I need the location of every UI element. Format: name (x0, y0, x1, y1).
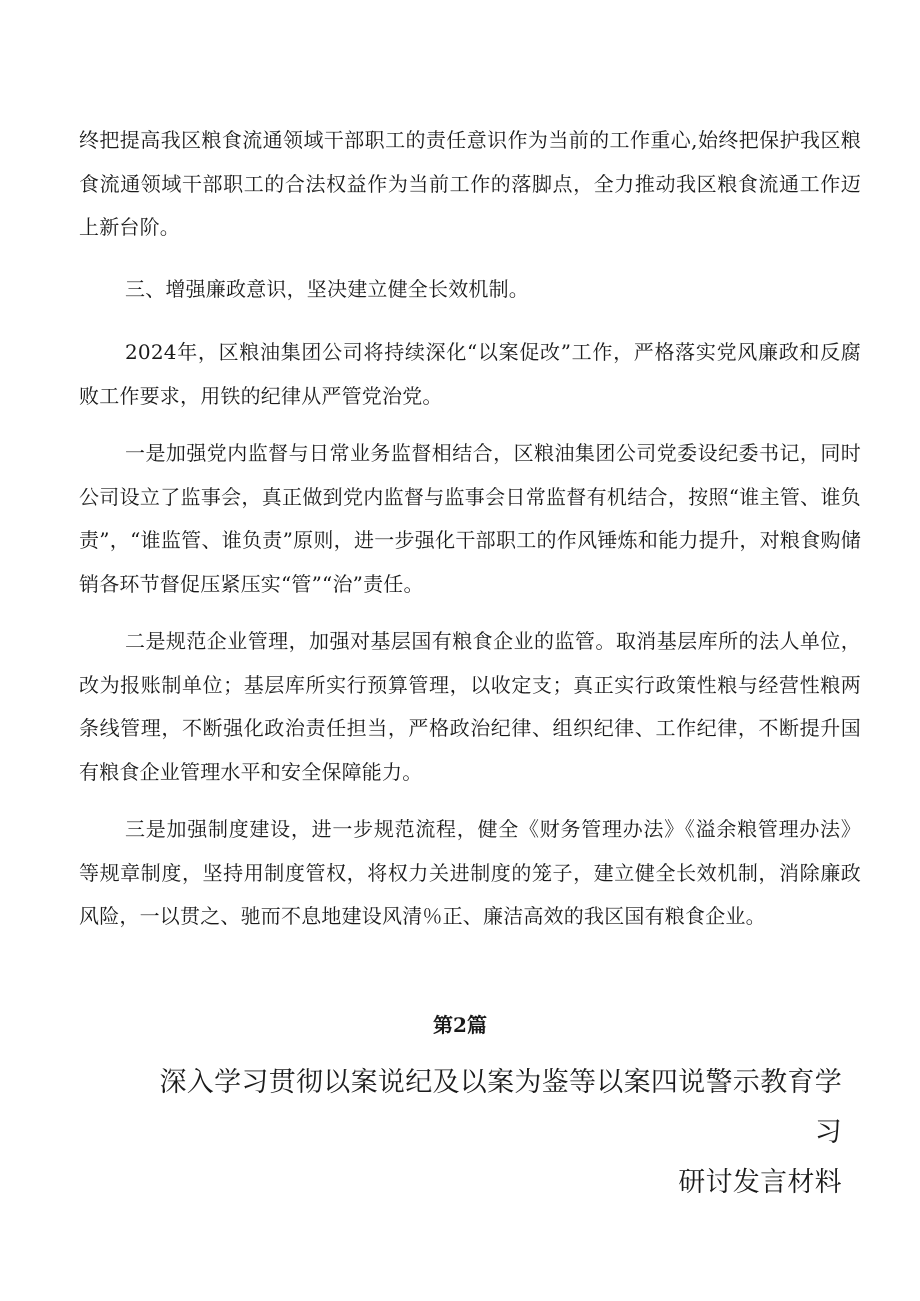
paragraph-point-two: 二是规范企业管理，加强对基层国有粮食企业的监管。取消基层库所的法人单位，改为报账制单位；基层库所实行预算管理，以收定支；真正实行政策性粮与经营性粮两条线管理，不断强化政治责任担当，严格政治纪律、组织纪律、工作纪律，不断提升国有粮食企业管理水平和安全保障能力。 (79, 629, 861, 784)
paragraph-continuation: 终把提高我区粮食流通领域干部职工的责任意识作为当前的工作重心,始终把保护我区粮食流通领域干部职工的合法权益作为当前工作的落脚点，全力推动我区粮食流通工作迈上新台阶。 (79, 128, 861, 239)
paragraph-point-three: 三是加强制度建设，进一步规范流程，健全《财务管理办法》《溢余粮管理办法》等规章制度，坚持用制度管权，将权力关进制度的笼子，建立健全长效机制，消除廉政风险，一以贯之、驰而不息地建设风清％正、廉洁高效的我区国有粮食企业。 (79, 817, 861, 928)
section-number-label: 第2篇 (433, 1013, 487, 1037)
paragraph-2024-plan: 2024年，区粮油集团公司将持续深化“以案促改”工作，严格落实党风廉政和反腐败工作要求，用铁的纪律从严管党治党。 (79, 340, 861, 408)
document-title-line-2: 研讨发言材料 (678, 1167, 842, 1198)
document-title (142, 1058, 842, 1208)
section-heading-three: 三、增强廉政意识，坚决建立健全长效机制。 (125, 277, 529, 301)
paragraph-point-one: 一是加强党内监督与日常业务监督相结合，区粮油集团公司党委设纪委书记，同时公司设立了监事会，真正做到党内监督与监事会日常监督有机结合，按照“谁主管、谁负责”，“谁监管、谁负责”原则，进一步强化干部职工的作风锤炼和能力提升，对粮食购储销各环节督促压紧压实“管”“治”责任。 (79, 441, 861, 596)
document-title-line-1: 深入学习贯彻以案说纪及以案为鉴等以案四说警示教育学习 (159, 1067, 842, 1148)
